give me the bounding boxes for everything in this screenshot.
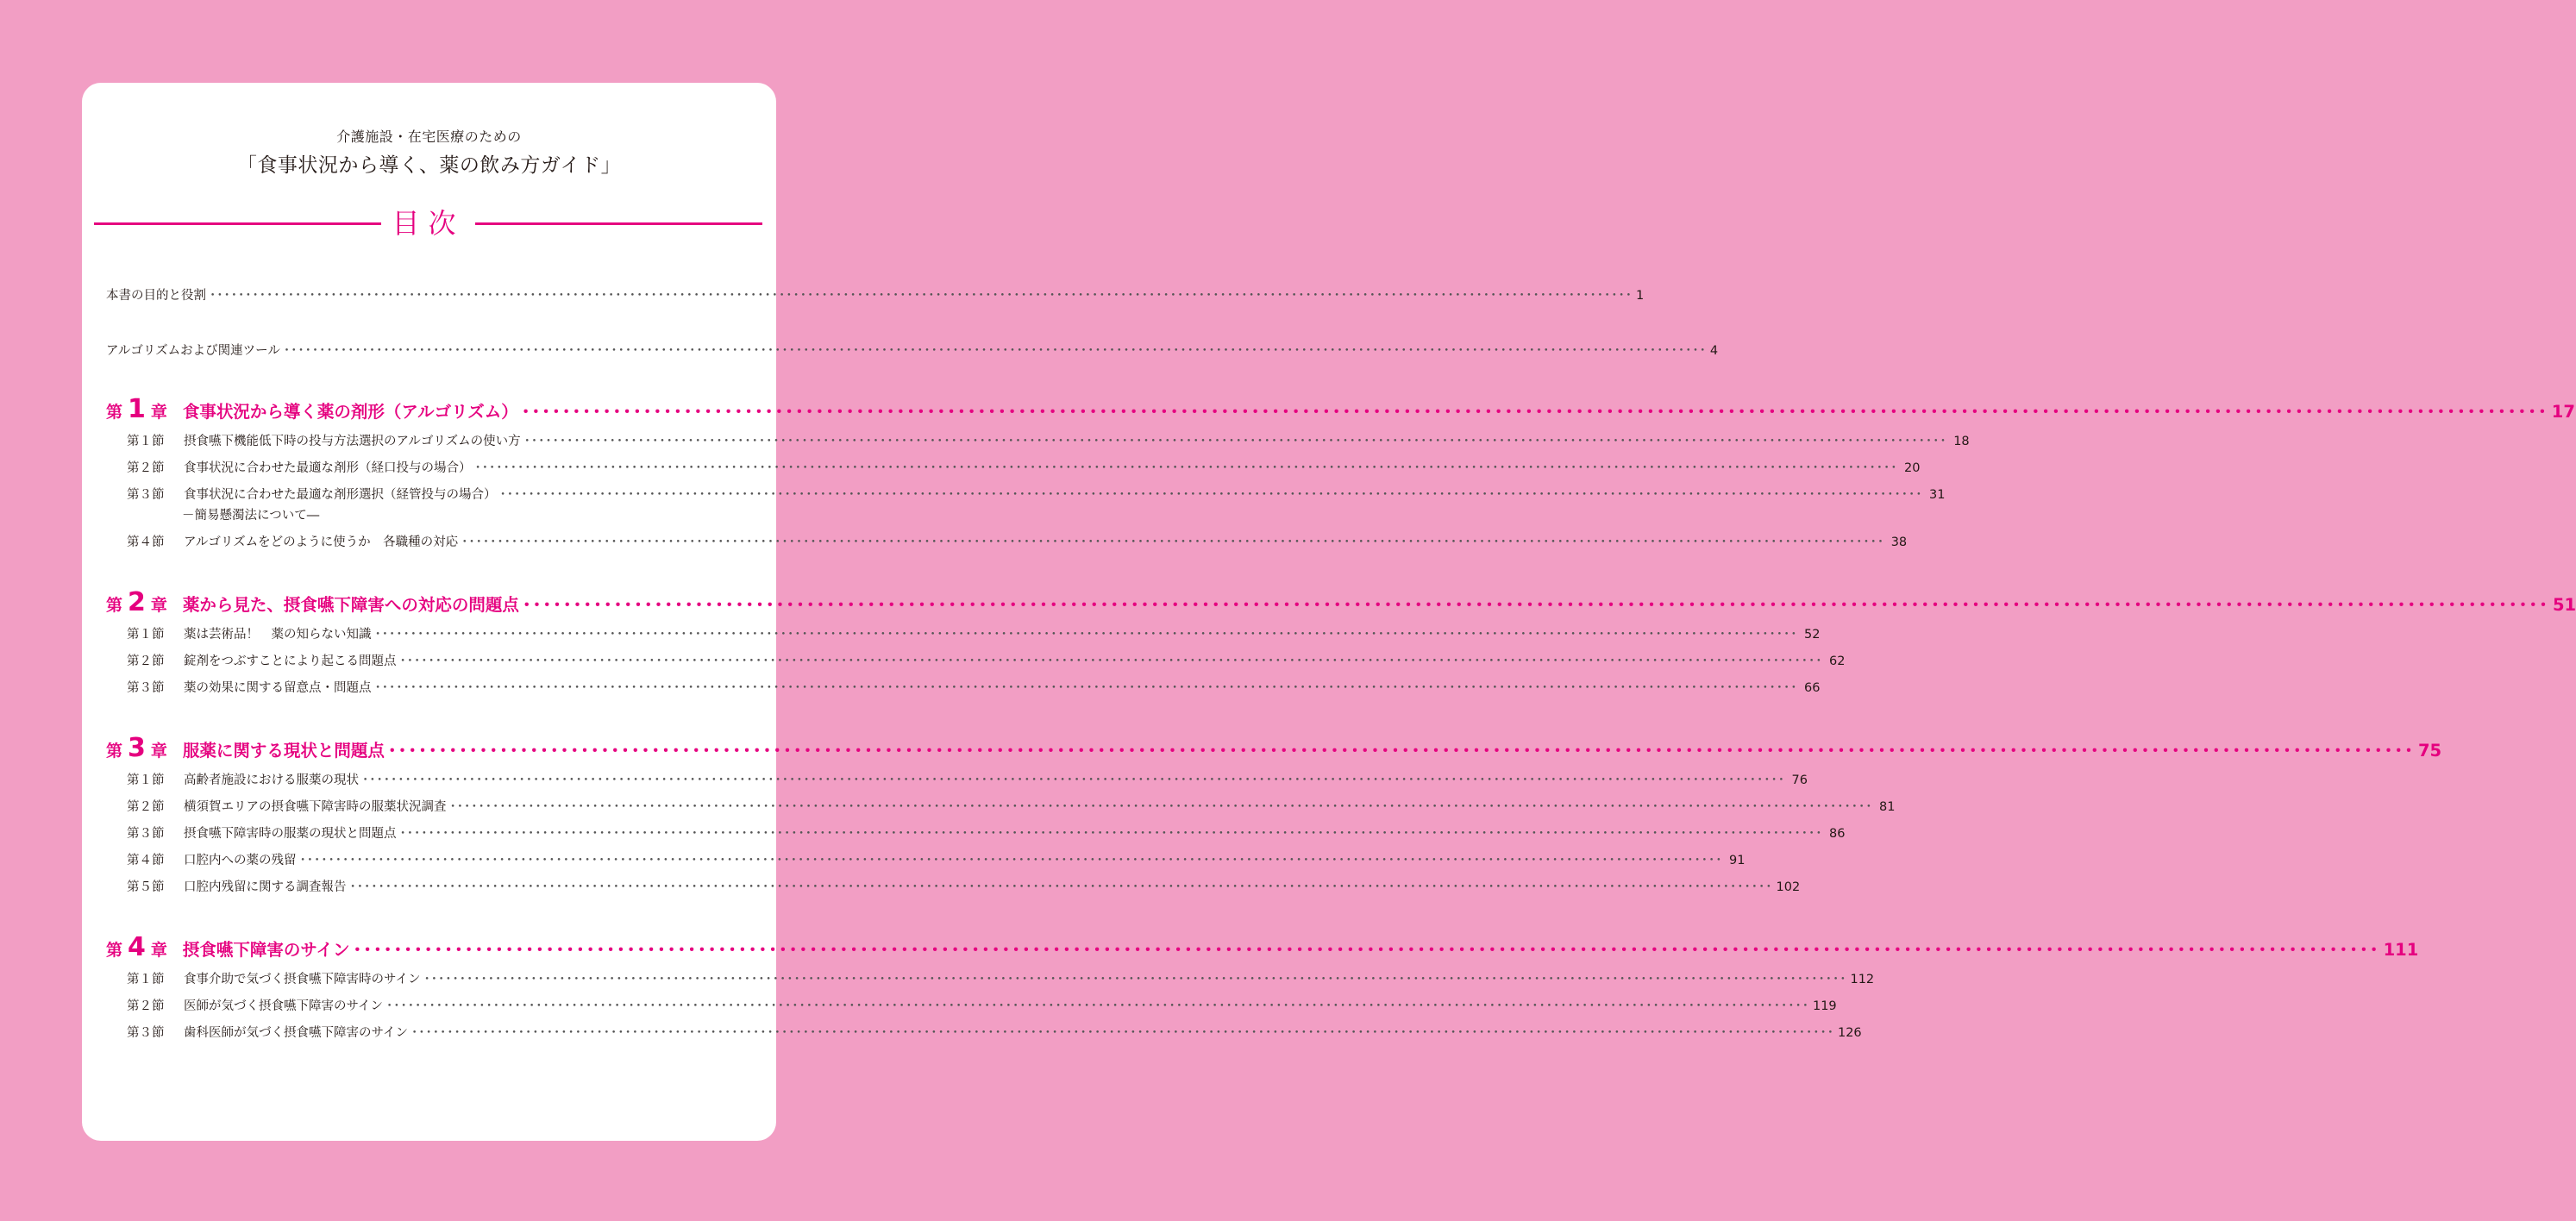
section-number: 第２節 bbox=[127, 999, 165, 1013]
section-number: 第５節 bbox=[127, 880, 165, 894]
section-page: 18 bbox=[1953, 435, 1970, 448]
section-number: 第３節 bbox=[127, 827, 165, 841]
leader-dots: ････････････････････････････････････････････････････････････････････････････････････････････････････････････････････････････････････････････････････････････････････････････････････････････････････････ bbox=[522, 595, 2549, 615]
section-page: 119 bbox=[1812, 999, 1837, 1013]
toc-title: 目次 bbox=[392, 207, 465, 240]
leader-dots: ････････････････････････････････････････････････････････････････････････････････････････････････････････････････････････････････････････････････････････････････････････････････････････････････････････ bbox=[411, 1026, 1834, 1040]
toc-entry-purpose[interactable] bbox=[106, 285, 1645, 304]
leader-dots: ････････････････････････････････････････････････････････････････････････････････････････････････････････････････････････････････････････････････････････････････････････････････････････････････････････ bbox=[374, 628, 1798, 642]
section-title: 食事介助で気づく摂食嚥下障害時のサイン bbox=[184, 973, 421, 986]
chapter-title: 食事状況から導く薬の剤形（アルゴリズム） bbox=[182, 402, 518, 422]
chapter-number: 4 bbox=[128, 932, 146, 962]
entry-title: アルゴリズムおよび関連ツール bbox=[106, 344, 280, 358]
chapter-3-heading[interactable] bbox=[106, 733, 2442, 763]
toc-rule-right bbox=[475, 222, 762, 225]
chapter-title: 薬から見た、摂食嚥下障害への対応の問題点 bbox=[182, 595, 519, 615]
section-1-4[interactable] bbox=[127, 532, 1908, 550]
leader-dots: ････････････････････････････････････････････････････････････････････････････････････････････････････････････････････････････････････････････････････････････････････････････････････････････････････････ bbox=[385, 999, 1809, 1013]
leader-dots: ････････････････････････････････････････････････････････････････････････････････････････････････････････････････････････････････････････････････････････････････････････････････････････････････････････ bbox=[521, 402, 2548, 422]
toc-heading bbox=[94, 206, 762, 241]
chapter-number: 3 bbox=[128, 733, 146, 763]
leader-dots: ････････････････････････････････････････････････････････････････････････････････････････････････････････････････････････････････････････････････････････････････････････････････････････････････････････ bbox=[210, 289, 1633, 303]
section-page: 62 bbox=[1829, 654, 1846, 668]
chapter-number: 2 bbox=[128, 587, 146, 617]
chapter-page: 75 bbox=[2417, 741, 2442, 761]
section-title: 高齢者施設における服薬の現状 bbox=[184, 773, 359, 787]
chapter-label: 第 1 章 食事状況から導く薬の剤形（アルゴリズム） bbox=[106, 394, 518, 424]
chapter-label: 第 4 章 摂食嚥下障害のサイン bbox=[106, 932, 350, 962]
section-4-2[interactable] bbox=[127, 996, 1837, 1014]
chapter-2-heading[interactable] bbox=[106, 587, 2576, 617]
section-number: 第２節 bbox=[127, 800, 165, 814]
section-3-5[interactable] bbox=[127, 877, 1801, 895]
chapter-page: 51 bbox=[2552, 595, 2576, 615]
leader-dots: ････････････････････････････････････････････････････････････････････････････････････････････････････････････････････････････････････････････････････････････････････････････････････････････････････････ bbox=[423, 973, 1847, 986]
section-page: 76 bbox=[1791, 773, 1808, 787]
section-title: 横須賀エリアの摂食嚥下障害時の服薬状況調査 bbox=[184, 800, 447, 814]
chapter-page: 111 bbox=[2383, 940, 2419, 960]
section-title: 食事状況に合わせた最適な剤形選択（経管投与の場合） bbox=[184, 488, 497, 502]
section-number: 第２節 bbox=[127, 461, 165, 475]
chapter-title: 服薬に関する現状と問題点 bbox=[182, 741, 385, 761]
section-number: 第３節 bbox=[127, 681, 165, 695]
section-title: アルゴリズムをどのように使うか 各職種の対応 bbox=[184, 535, 459, 549]
section-3-1[interactable] bbox=[127, 770, 1808, 788]
leader-dots: ････････････････････････････････････････････････････････････････････････････････････････････････････････････････････････････････････････････････････････････････････････････････････････････････････････ bbox=[353, 940, 2380, 960]
leader-dots: ････････････････････････････････････････････････････････････････････････････････････････････････････････････････････････････････････････････････････････････････････････････････････････････････････････ bbox=[523, 435, 1947, 448]
section-page: 20 bbox=[1904, 461, 1921, 475]
leader-dots: ････････････････････････････････････････････････････････････････････････････････････････････････････････････････････････････････････････････････････････････････････････････････････････････････････････ bbox=[499, 488, 1923, 502]
section-1-3-subtitle: －簡易懸濁法について― bbox=[182, 509, 320, 523]
book-subtitle: 介護施設・在宅医療のための bbox=[336, 128, 522, 145]
section-page: 86 bbox=[1829, 827, 1846, 841]
leader-dots: ････････････････････････････････････････････････････････････････････････････････････････････････････････････････････････････････････････････････････････････････････････････････････････････････････････ bbox=[399, 827, 1823, 841]
section-title: 医師が気づく摂食嚥下障害のサイン bbox=[184, 999, 383, 1013]
toc-page bbox=[82, 83, 2576, 1141]
section-number: 第４節 bbox=[127, 535, 165, 549]
section-page: 52 bbox=[1804, 628, 1821, 642]
section-number: 第１節 bbox=[127, 628, 165, 642]
section-title: 錠剤をつぶすことにより起こる問題点 bbox=[184, 654, 397, 668]
leader-dots: ････････････････････････････････････････････････････････････････････････････････････････････････････････････････････････････････････････････････････････････････････････････････････････････････････････ bbox=[362, 773, 1785, 787]
section-page: 102 bbox=[1776, 880, 1801, 894]
section-page: 81 bbox=[1879, 800, 1896, 814]
section-number: 第２節 bbox=[127, 654, 165, 668]
leader-dots: ････････････････････････････････････････････････････････････････････････････････････････････････････････････････････････････････････････････････････････････････････････････････････････････････････････ bbox=[449, 800, 1873, 814]
section-3-2[interactable] bbox=[127, 797, 1896, 815]
section-title: 口腔内残留に関する調査報告 bbox=[184, 880, 347, 894]
leader-dots: ････････････････････････････････････････････････････････････････････････････････････････････････････････････････････････････････････････････････････････････････････････････････････････････････････････ bbox=[349, 880, 1773, 894]
section-page: 31 bbox=[1929, 488, 1946, 502]
section-title: 歯科医師が気づく摂食嚥下障害のサイン bbox=[184, 1026, 408, 1040]
section-3-3[interactable] bbox=[127, 823, 1846, 842]
toc-rule-left bbox=[94, 222, 381, 225]
book-title: 「食事状況から導く、薬の飲み方ガイド」 bbox=[236, 154, 622, 177]
section-page: 126 bbox=[1837, 1026, 1862, 1040]
section-2-2[interactable] bbox=[127, 651, 1846, 669]
leader-dots: ････････････････････････････････････････････････････････････････････････････････････････････････････････････････････････････････････････････････････････････････････････････････････････････････････････ bbox=[299, 854, 1723, 867]
entry-title: 本書の目的と役割 bbox=[106, 289, 206, 303]
chapter-1-heading[interactable] bbox=[106, 394, 2575, 424]
section-4-1[interactable] bbox=[127, 969, 1875, 987]
section-page: 91 bbox=[1729, 854, 1746, 867]
leader-dots: ････････････････････････････････････････････････････････････････････････････････････････････････････････････････････････････････････････････････････････････････････････････････････････････････････････ bbox=[461, 535, 1885, 549]
section-number: 第１節 bbox=[127, 435, 165, 448]
section-1-3[interactable] bbox=[127, 485, 1946, 503]
chapter-page: 17 bbox=[2551, 402, 2575, 422]
leader-dots: ････････････････････････････････････････････････････････････････････････････････････････････････････････････････････････････････････････････････････････････････････････････････････････････････････････ bbox=[374, 681, 1798, 695]
section-title: 食事状況に合わせた最適な剤形（経口投与の場合） bbox=[184, 461, 472, 475]
entry-page: 1 bbox=[1636, 289, 1645, 303]
chapter-4-heading[interactable] bbox=[106, 932, 2419, 962]
leader-dots: ････････････････････････････････････････････････････････････････････････････････････････････････････････････････････････････････････････････････････････････････････････････････････････････････････････ bbox=[474, 461, 1898, 475]
section-number: 第３節 bbox=[127, 488, 165, 502]
section-page: 66 bbox=[1804, 681, 1821, 695]
chapter-number: 1 bbox=[128, 394, 146, 424]
section-2-1[interactable] bbox=[127, 624, 1821, 642]
entry-page: 4 bbox=[1709, 344, 1719, 358]
section-title: 薬は芸術品！ 薬の知らない知識 bbox=[184, 628, 372, 642]
section-number: 第１節 bbox=[127, 773, 165, 787]
section-number: 第４節 bbox=[127, 854, 165, 867]
section-title: 摂食嚥下障害時の服薬の現状と問題点 bbox=[184, 827, 397, 841]
toc-entry-algorithm-tools[interactable] bbox=[106, 341, 1719, 359]
chapter-label: 第 2 章 薬から見た、摂食嚥下障害への対応の問題点 bbox=[106, 587, 519, 617]
section-1-2[interactable] bbox=[127, 458, 1921, 476]
leader-dots: ････････････････････････････････････････････････････････････････････････････････････････････････････････････････････････････････････････････････････････････････････････････････････････････････････････ bbox=[387, 741, 2415, 761]
chapter-title: 摂食嚥下障害のサイン bbox=[182, 940, 350, 960]
section-number: 第３節 bbox=[127, 1026, 165, 1040]
section-1-1[interactable] bbox=[127, 431, 1970, 449]
section-title: 摂食嚥下機能低下時の投与方法選択のアルゴリズムの使い方 bbox=[184, 435, 521, 448]
section-title: 口腔内への薬の残留 bbox=[184, 854, 297, 867]
section-title: 薬の効果に関する留意点・問題点 bbox=[184, 681, 372, 695]
section-3-4[interactable] bbox=[127, 850, 1746, 868]
chapter-label: 第 3 章 服薬に関する現状と問題点 bbox=[106, 733, 385, 763]
leader-dots: ････････････････････････････････････････････････････････････････････････････････････････････････････････････････････････････････････････････････････････････････････････････････････････････････････････ bbox=[399, 654, 1823, 668]
section-page: 38 bbox=[1890, 535, 1908, 549]
section-2-3[interactable] bbox=[127, 678, 1821, 696]
section-number: 第１節 bbox=[127, 973, 165, 986]
leader-dots: ････････････････････････････････････････････････････････････････････････････････････････････････････････････････････････････････････････････････････････････････････････････････････････････････････････ bbox=[283, 344, 1707, 358]
section-4-3[interactable] bbox=[127, 1023, 1862, 1041]
section-page: 112 bbox=[1850, 973, 1875, 986]
